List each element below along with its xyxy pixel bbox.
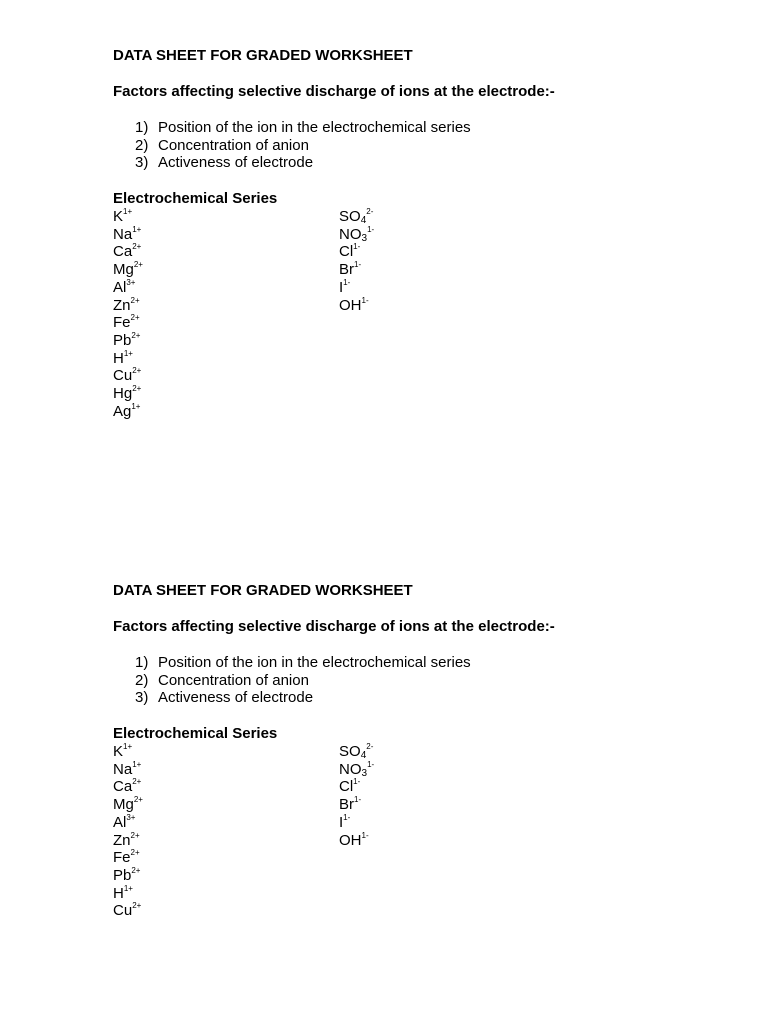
ion-entry	[113, 243, 339, 261]
ion-symbol: Ca	[113, 778, 133, 796]
ion-charge: 2-	[366, 742, 374, 752]
ion-entry	[339, 814, 374, 832]
ion-charge: 1-	[353, 777, 361, 787]
list-item	[113, 689, 673, 707]
ion-subscript: 3	[361, 232, 368, 244]
ion-entry	[113, 814, 339, 832]
ion-entry	[113, 832, 339, 850]
ion-charge: 1+	[132, 224, 142, 234]
list-number: 2)	[135, 671, 149, 689]
list-item	[113, 137, 673, 155]
ion-symbol: K	[113, 208, 124, 226]
ion-symbol: Ag	[113, 402, 132, 420]
ion-charge: 2+	[132, 366, 142, 376]
ion-entry	[113, 297, 339, 315]
ion-symbol: Hg	[113, 384, 133, 402]
series-columns	[113, 743, 673, 920]
series-heading: Electrochemical Series	[113, 190, 278, 208]
data-sheet-1	[113, 46, 673, 420]
ion-symbol: Fe	[113, 849, 131, 867]
ion-entry	[113, 867, 339, 885]
ion-entry	[113, 796, 339, 814]
ion-charge: 2+	[132, 901, 142, 911]
ion-symbol: Cl	[339, 778, 354, 796]
ion-charge: 2+	[133, 795, 143, 805]
ion-subscript: 3	[361, 767, 368, 779]
factors-heading: Factors affecting selective discharge of ions at the electrode:-	[113, 83, 555, 100]
list-text: Concentration of anion	[158, 671, 309, 689]
ion-charge: 1+	[123, 883, 133, 893]
list-item	[113, 119, 673, 137]
ion-charge: 3+	[126, 277, 136, 287]
ion-charge: 1-	[354, 260, 362, 270]
ion-entry	[113, 778, 339, 796]
ion-symbol: Pb	[113, 331, 132, 349]
list-text: Activeness of electrode	[158, 689, 314, 707]
anion-column	[339, 743, 374, 920]
ion-entry	[339, 778, 374, 796]
list-item	[113, 654, 673, 672]
ion-entry	[113, 885, 339, 903]
ion-entry	[339, 297, 374, 315]
ion-charge: 2+	[130, 830, 140, 840]
ion-entry	[113, 314, 339, 332]
ion-entry	[113, 350, 339, 368]
list-number: 1)	[135, 119, 149, 136]
ion-charge: 1-	[353, 242, 361, 252]
ion-charge: 1-	[367, 759, 375, 769]
ion-charge: 3+	[126, 812, 136, 822]
ion-symbol: Fe	[113, 314, 131, 332]
ion-entry	[113, 332, 339, 350]
ion-subscript: 4	[360, 215, 367, 227]
ion-entry	[113, 403, 339, 421]
list-text: Concentration of anion	[158, 136, 309, 154]
ion-charge: 1+	[132, 759, 142, 769]
ion-symbol: OH	[339, 296, 362, 314]
ion-charge: 2-	[366, 207, 374, 217]
list-item	[113, 672, 673, 690]
list-number: 1)	[135, 654, 149, 671]
ion-symbol: Na	[113, 225, 133, 243]
list-number: 2)	[135, 136, 149, 154]
ion-charge: 1-	[343, 277, 351, 287]
ion-symbol: SO	[339, 743, 361, 761]
ion-symbol: Al	[113, 278, 127, 296]
ion-entry	[339, 832, 374, 850]
ion-charge: 2+	[133, 260, 143, 270]
sheet-title: DATA SHEET FOR GRADED WORKSHEET	[113, 582, 413, 599]
ion-charge: 2+	[131, 865, 141, 875]
list-number: 3)	[135, 689, 149, 707]
ion-charge: 1-	[354, 795, 362, 805]
ion-entry	[113, 208, 339, 226]
ion-symbol: H	[113, 884, 124, 902]
ion-charge: 1+	[123, 742, 133, 752]
ion-symbol: OH	[339, 831, 362, 849]
ion-symbol: NO	[339, 760, 362, 778]
ion-entry	[339, 226, 374, 244]
ion-symbol: Zn	[113, 831, 131, 849]
ion-charge: 2+	[130, 848, 140, 858]
ion-entry	[113, 849, 339, 867]
ion-charge: 1-	[361, 295, 369, 305]
ion-symbol: Mg	[113, 796, 134, 814]
ion-entry	[339, 743, 374, 761]
ion-entry	[339, 261, 374, 279]
anion-column	[339, 208, 374, 420]
ion-entry	[113, 279, 339, 297]
ion-symbol: Pb	[113, 866, 132, 884]
ion-entry	[339, 208, 374, 226]
cation-column	[113, 743, 339, 920]
ion-symbol: H	[113, 349, 124, 367]
ion-entry	[339, 796, 374, 814]
ion-entry	[339, 243, 374, 261]
ion-charge: 1+	[123, 348, 133, 358]
ion-symbol: Na	[113, 760, 133, 778]
factors-list	[113, 654, 673, 707]
ion-entry	[339, 761, 374, 779]
data-sheet-2	[113, 581, 673, 920]
ion-symbol: Cl	[339, 243, 354, 261]
ion-symbol: K	[113, 743, 124, 761]
ion-entry	[113, 902, 339, 920]
ion-charge: 2+	[132, 383, 142, 393]
ion-charge: 1-	[367, 224, 375, 234]
ion-entry	[113, 761, 339, 779]
ion-symbol: I	[339, 278, 344, 296]
ion-symbol: Cu	[113, 367, 133, 385]
series-heading: Electrochemical Series	[113, 725, 278, 743]
ion-charge: 1+	[131, 401, 141, 411]
ion-entry	[113, 385, 339, 403]
list-text: Activeness of electrode	[158, 154, 314, 172]
list-text: Position of the ion in the electrochemical series	[158, 119, 471, 136]
factors-list	[113, 119, 673, 172]
ion-charge: 2+	[131, 330, 141, 340]
series-columns	[113, 208, 673, 420]
ion-symbol: Zn	[113, 296, 131, 314]
ion-entry	[113, 743, 339, 761]
ion-symbol: Ca	[113, 243, 133, 261]
ion-charge: 2+	[132, 777, 142, 787]
ion-charge: 1-	[343, 812, 351, 822]
ion-symbol: Mg	[113, 261, 134, 279]
sheet-title: DATA SHEET FOR GRADED WORKSHEET	[113, 47, 413, 64]
ion-charge: 2+	[130, 313, 140, 323]
list-item	[113, 154, 673, 172]
ion-symbol: NO	[339, 225, 362, 243]
factors-heading: Factors affecting selective discharge of ions at the electrode:-	[113, 618, 555, 635]
ion-entry	[113, 367, 339, 385]
list-number: 3)	[135, 154, 149, 172]
cation-column	[113, 208, 339, 420]
ion-entry	[113, 226, 339, 244]
ion-symbol: I	[339, 813, 344, 831]
ion-subscript: 4	[360, 750, 367, 762]
ion-charge: 2+	[130, 295, 140, 305]
ion-charge: 1+	[123, 207, 133, 217]
ion-symbol: Br	[339, 796, 354, 814]
ion-symbol: Br	[339, 261, 354, 279]
ion-charge: 2+	[132, 242, 142, 252]
ion-symbol: SO	[339, 208, 361, 226]
ion-entry	[339, 279, 374, 297]
ion-symbol: Al	[113, 813, 127, 831]
ion-charge: 1-	[361, 830, 369, 840]
list-text: Position of the ion in the electrochemical series	[158, 654, 471, 671]
ion-entry	[113, 261, 339, 279]
ion-symbol: Cu	[113, 902, 133, 920]
